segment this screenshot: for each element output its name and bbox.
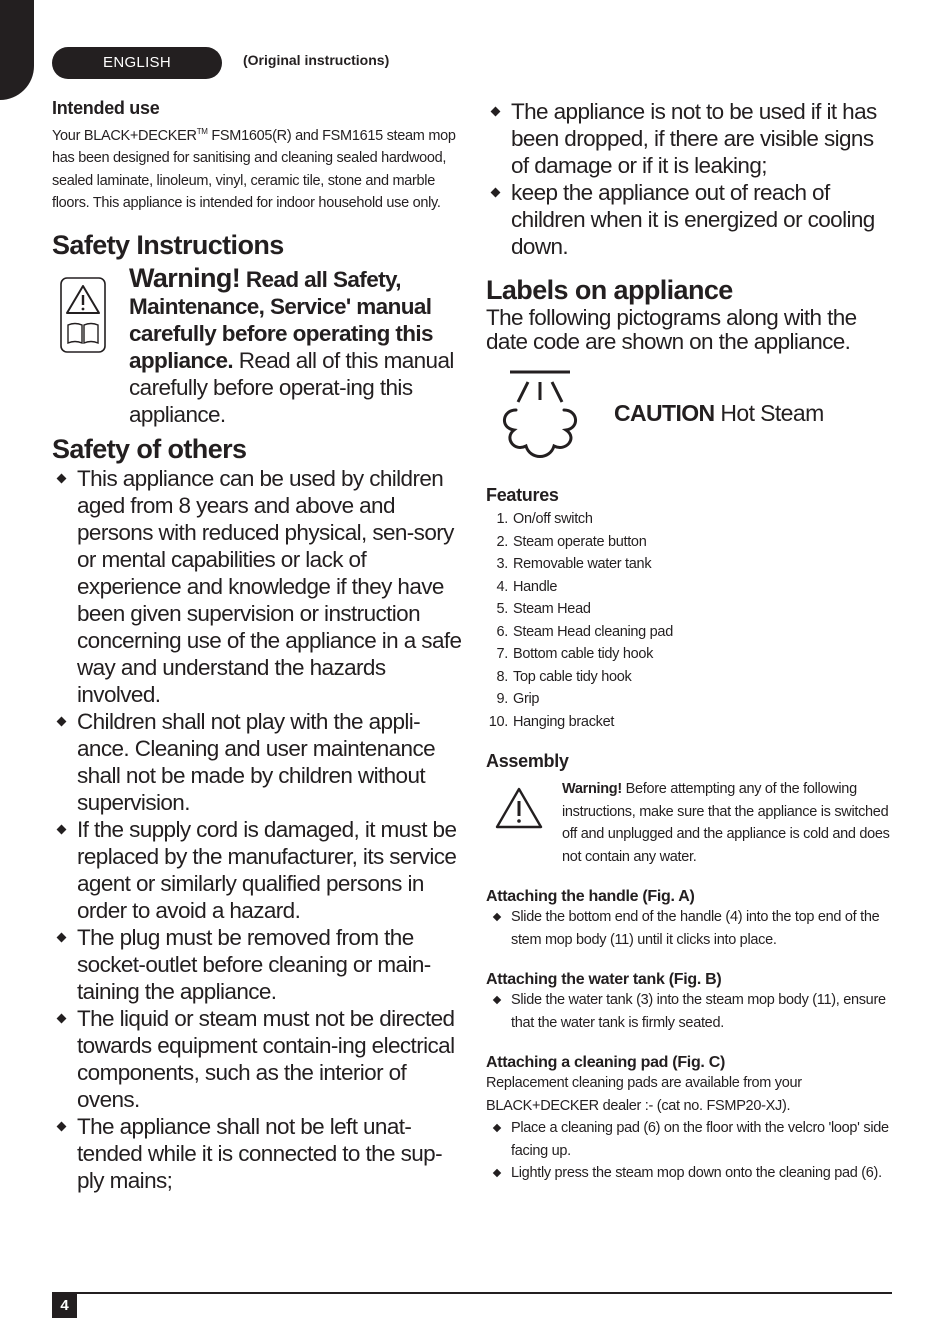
feature-label: On/off switch: [513, 511, 593, 527]
side-tab-marker: [0, 0, 34, 100]
warning-triangle-icon: [494, 786, 544, 830]
diamond-bullet-icon: [493, 1124, 501, 1132]
feature-number: 9.: [496, 691, 508, 707]
caution-word: CAUTION: [614, 400, 715, 426]
attaching-pad-intro: Replacement cleaning pads are available from your BLACK+DECKER dealer :- (cat no. FSMP20-XJ).: [486, 1075, 802, 1114]
feature-label: Steam operate button: [513, 533, 647, 550]
list-item: [486, 989, 896, 1034]
list-item-text: Slide the water tank (3) into the steam mop body (11), ensure that the water tank is firmly seated.: [511, 992, 886, 1031]
diamond-bullet-icon: [493, 913, 501, 921]
diamond-bullet-icon: [493, 1169, 501, 1177]
warning-normal-text: Read all of this manual carefully before operat-ing this appliance.: [129, 347, 454, 427]
feature-label: Steam Head: [513, 601, 591, 617]
feature-number: 1.: [496, 511, 508, 527]
feature-number: 4.: [496, 578, 508, 595]
diamond-bullet-icon: [57, 932, 67, 942]
language-badge: ENGLISH: [52, 47, 222, 79]
warning-bold-text: Read all Safety, Maintenance, Service' manual carefully before operating this appliance.: [129, 266, 433, 373]
feature-item: [486, 576, 896, 599]
trademark-mark: TM: [196, 127, 208, 136]
footer-rule: [52, 1292, 892, 1294]
diamond-bullet-icon: [57, 1121, 67, 1131]
diamond-bullet-icon: [57, 1013, 67, 1023]
diamond-bullet-icon: [57, 824, 67, 834]
diamond-bullet-icon: [491, 107, 501, 117]
feature-number: 7.: [496, 646, 508, 662]
list-item: [486, 179, 896, 260]
feature-item: [486, 666, 896, 689]
warning-word: Warning!: [129, 262, 241, 293]
right-column: [486, 98, 896, 1185]
appliance-safety-list: [486, 98, 896, 260]
feature-number: 3.: [496, 556, 508, 572]
warning-manual-icon: [60, 277, 106, 353]
list-item: [52, 1005, 462, 1113]
feature-label: Removable water tank: [513, 556, 652, 572]
hot-steam-icon: [494, 368, 586, 468]
list-item: [486, 906, 896, 951]
intended-use-brand: Your BLACK+DECKER: [52, 127, 197, 144]
attaching-pad-heading: Attaching a cleaning pad (Fig. C): [486, 1054, 725, 1071]
feature-item: [486, 711, 896, 734]
feature-item: [486, 688, 896, 711]
caution-description: Hot Steam: [714, 400, 824, 426]
safety-warning-text: [129, 262, 459, 428]
list-item: [52, 1113, 462, 1194]
list-item-text: Children shall not play with the appli-ance. Cleaning and user maintenance shall not be made by children without supervision.: [77, 708, 436, 815]
features-heading: Features: [486, 485, 559, 505]
feature-label: Top cable tidy hook: [513, 668, 632, 685]
feature-number: 6.: [496, 623, 508, 640]
list-item: [486, 1162, 896, 1185]
assembly-warning-body: Before attempting any of the following instructions, make sure that the appliance is switched off and unplugged and the appliance is cold and does not contain any water.: [562, 781, 890, 865]
list-item-text: Place a cleaning pad (6) on the floor with the velcro 'loop' side facing up.: [511, 1120, 889, 1159]
list-item: [52, 924, 462, 1005]
list-item: [486, 98, 896, 179]
list-item-text: keep the appliance out of reach of children when it is energized or cooling down.: [511, 180, 875, 259]
feature-item: [486, 508, 896, 531]
assembly-heading: Assembly: [486, 751, 569, 771]
feature-item: [486, 553, 896, 576]
intended-use-text: [52, 121, 462, 215]
feature-label: Steam Head cleaning pad: [513, 623, 673, 640]
page-number: 4: [52, 1293, 77, 1318]
feature-number: 2.: [496, 533, 508, 550]
list-item: [52, 708, 462, 816]
feature-label: Hanging bracket: [513, 713, 615, 730]
safety-of-others-heading: Safety of others: [52, 433, 247, 464]
diamond-bullet-icon: [493, 996, 501, 1004]
list-item-text: Lightly press the steam mop down onto the cleaning pad (6).: [511, 1165, 882, 1181]
attaching-tank-heading: Attaching the water tank (Fig. B): [486, 971, 722, 988]
list-item: [52, 816, 462, 924]
assembly-warning-block: [486, 778, 896, 874]
feature-label: Bottom cable tidy hook: [513, 646, 654, 662]
feature-item: [486, 643, 896, 666]
original-instructions-label: (Original instructions): [243, 52, 390, 68]
safety-of-others-list: [52, 465, 462, 1194]
list-item: [52, 465, 462, 708]
list-item-text: The appliance is not to be used if it has been dropped, if there are visible signs of damage or if it is leaking;: [511, 99, 877, 178]
attaching-tank-list: [486, 989, 896, 1034]
safety-warning-block: [52, 262, 462, 427]
list-item-text: This appliance can be used by children aged from 8 years and above and persons with reduced physical, sen-sory or mental capabilities or lack of experience and knowledge if they have been given supervision or instruction concerning use of the appliance in a safe way and understand the hazards involved.: [77, 465, 462, 707]
feature-label: Grip: [513, 691, 540, 707]
caution-label-row: [486, 368, 896, 473]
feature-label: Handle: [513, 578, 558, 595]
feature-number: 10.: [488, 713, 508, 730]
feature-item: [486, 598, 896, 621]
left-column: [52, 98, 462, 1194]
diamond-bullet-icon: [491, 188, 501, 198]
feature-number: 5.: [496, 601, 508, 617]
attaching-handle-heading: Attaching the handle (Fig. A): [486, 888, 695, 905]
safety-instructions-heading: Safety Instructions: [52, 229, 284, 260]
labels-heading: Labels on appliance: [486, 275, 733, 305]
list-item: [486, 1117, 896, 1162]
diamond-bullet-icon: [57, 473, 67, 483]
attaching-pad-list: [486, 1117, 896, 1185]
list-item-text: The appliance shall not be left unat-tended while it is connected to the sup-ply mains;: [77, 1113, 442, 1193]
caution-text: [614, 400, 824, 427]
list-item-text: The plug must be removed from the socket-outlet before cleaning or main-taining the appliance.: [77, 924, 431, 1004]
attaching-handle-list: [486, 906, 896, 951]
feature-item: [486, 621, 896, 644]
feature-item: [486, 531, 896, 554]
diamond-bullet-icon: [57, 716, 67, 726]
list-item-text: The liquid or steam must not be directed towards equipment contain-ing electrical components, such as the interior of ovens.: [77, 1005, 455, 1112]
labels-text: The following pictograms along with the date code are shown on the appliance.: [486, 305, 857, 354]
features-list: [486, 508, 896, 733]
assembly-warning-text: [562, 778, 892, 868]
list-item-text: Slide the bottom end of the handle (4) into the top end of the stem mop body (11) until it clicks into place.: [511, 909, 880, 948]
warning-word: Warning!: [562, 781, 622, 797]
intended-use-heading: Intended use: [52, 98, 160, 118]
feature-number: 8.: [496, 668, 508, 685]
list-item-text: If the supply cord is damaged, it must be replaced by the manufacturer, its service agent or similarly qualified persons in order to avoid a hazard.: [77, 816, 457, 923]
intended-use-body: FSM1605(R) and FSM1615 steam mop has been designed for sanitising and cleaning sealed hardwood, sealed laminate, linoleum, vinyl, ceramic tile, stone and marble floors. This appliance is intended for indoor household use only.: [52, 127, 456, 212]
